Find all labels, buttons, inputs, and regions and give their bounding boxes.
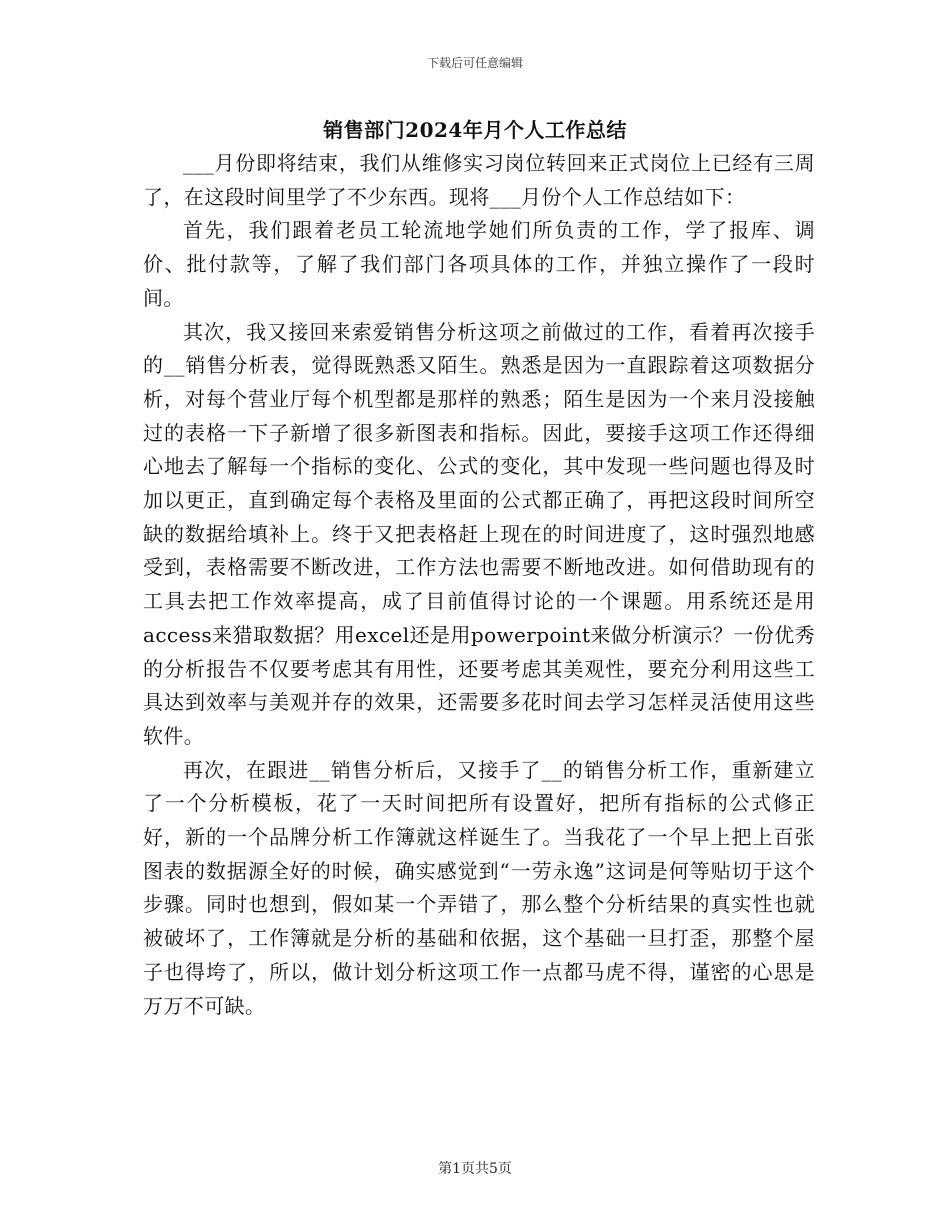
document-title: 销售部门2024年月个人工作总结 [323, 118, 627, 142]
page-header-note: 下载后可任意编辑 [426, 56, 523, 70]
paragraph-third: 再次，在跟进__销售分析后，又接手了__的销售分析工作，重新建立了一个分析模板，花了一天时间把所有设置好，把所有指标的公式修正好，新的一个品牌分析工作簿就这样诞生了。当我花了一个早上把上百张图表的数据源全好的时候，确实感觉到“一劳永逸”这词是何等贴切于这个步骤。同时也想到，假如某一个弄错了，那么整个分析结果的真实性也就被破坏了，工作簿就是分析的基础和依据，这个基础一旦打歪，那整个屋子也得垮了，所以，做计划分析这项工作一点都马虎不得，谨密的心思是万万不可缺。 [143, 757, 815, 1018]
paragraph-first: 首先，我们跟着老员工轮流地学她们所负责的工作，学了报库、调价、批付款等，了解了我们部门各项具体的工作，并独立操作了一段时间。 [143, 218, 815, 310]
page-number: 第1页共5页 [438, 1161, 512, 1177]
paragraph-second: 其次，我又接回来索爱销售分析这项之前做过的工作，看着再次接手的__销售分析表，觉得既熟悉又陌生。熟悉是因为一直跟踪着这项数据分析，对每个营业厅每个机型都是那样的熟悉；陌生是因为一个来月没接触过的表格一下子新增了很多新图表和指标。因此，要接手这项工作还得细心地去了解每一个指标的变化、公式的变化，其中发现一些问题也得及时加以更正，直到确定每个表格及里面的公式都正确了，再把这段时间所空缺的数据给填补上。终于又把表格赶上现在的时间进度了，这时强烈地感受到，表格需要不断改进，工作方法也需要不断地改进。如何借助现有的工具去把工作效率提高，成了目前值得讨论的一个课题。用系统还是用access来猎取数据？用excel还是用powerpoint来做分析演示？一份优秀的分析报告不仅要考虑其有用性，还要考虑其美观性，要充分利用这些工具达到效率与美观并存的效果，还需要多花时间去学习怎样灵活使用这些软件。 [143, 319, 815, 748]
paragraph-intro: ___月份即将结束，我们从维修实习岗位转回来正式岗位上已经有三周了，在这段时间里学了不少东西。现将___月份个人工作总结如下： [143, 151, 815, 209]
document-body [143, 147, 815, 1023]
